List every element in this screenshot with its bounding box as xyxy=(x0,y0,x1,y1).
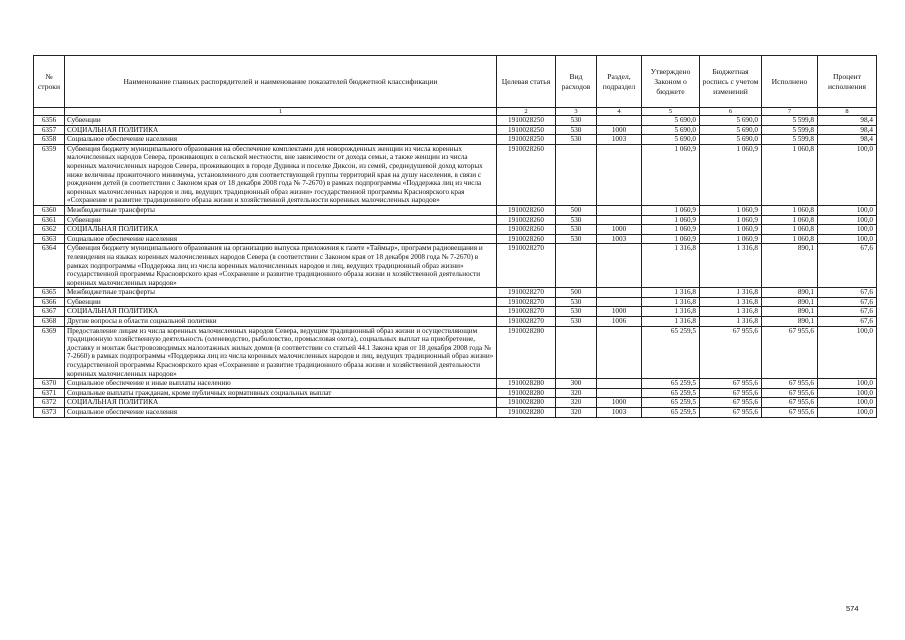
percent-executed: 98,4 xyxy=(818,125,877,135)
approved-amount: 65 259,5 xyxy=(642,388,700,398)
expense-type: 530 xyxy=(556,215,597,225)
executed-amount: 67 955,6 xyxy=(762,408,818,418)
target-article: 1910028280 xyxy=(497,379,556,389)
table-row xyxy=(34,125,877,135)
row-name: СОЦИАЛЬНАЯ ПОЛИТИКА xyxy=(65,307,497,317)
executed-amount: 890,1 xyxy=(762,317,818,327)
approved-amount: 65 259,5 xyxy=(642,379,700,389)
row-name: Субвенции xyxy=(65,297,497,307)
expense-type: 530 xyxy=(556,135,597,145)
expense-type: 500 xyxy=(556,205,597,215)
header-row-number: № строки xyxy=(34,56,65,108)
table-row xyxy=(34,225,877,235)
column-number: 7 xyxy=(762,108,818,116)
table-row xyxy=(34,205,877,215)
approved-amount: 1 060,9 xyxy=(642,144,700,205)
percent-executed: 67,6 xyxy=(818,317,877,327)
expense-type: 530 xyxy=(556,234,597,244)
percent-executed: 98,4 xyxy=(818,116,877,126)
budget-amount: 1 060,9 xyxy=(700,144,762,205)
table-row xyxy=(34,215,877,225)
row-number: 6366 xyxy=(34,297,65,307)
executed-amount: 1 060,8 xyxy=(762,234,818,244)
row-number: 6364 xyxy=(34,244,65,288)
section-code: 1006 xyxy=(597,317,642,327)
target-article: 1910028260 xyxy=(497,225,556,235)
budget-amount: 67 955,6 xyxy=(700,408,762,418)
budget-amount: 67 955,6 xyxy=(700,326,762,379)
section-code: 1000 xyxy=(597,225,642,235)
row-number: 6356 xyxy=(34,116,65,126)
target-article: 1910028270 xyxy=(497,307,556,317)
executed-amount: 5 599,8 xyxy=(762,116,818,126)
budget-amount: 1 316,8 xyxy=(700,307,762,317)
executed-amount: 67 955,6 xyxy=(762,388,818,398)
section-code: 1000 xyxy=(597,398,642,408)
approved-amount: 5 690,0 xyxy=(642,116,700,126)
budget-amount: 5 690,0 xyxy=(700,116,762,126)
approved-amount: 65 259,5 xyxy=(642,398,700,408)
budget-amount: 1 060,9 xyxy=(700,205,762,215)
budget-amount: 1 316,8 xyxy=(700,288,762,298)
executed-amount: 890,1 xyxy=(762,244,818,288)
table-row xyxy=(34,408,877,418)
target-article: 1910028250 xyxy=(497,116,556,126)
executed-amount: 890,1 xyxy=(762,297,818,307)
budget-amount: 1 060,9 xyxy=(700,215,762,225)
approved-amount: 1 060,9 xyxy=(642,215,700,225)
expense-type: 320 xyxy=(556,388,597,398)
row-name: Межбюджетные трансферты xyxy=(65,288,497,298)
approved-amount: 65 259,5 xyxy=(642,326,700,379)
expense-type: 320 xyxy=(556,408,597,418)
row-number: 6359 xyxy=(34,144,65,205)
table-row xyxy=(34,379,877,389)
target-article: 1910028250 xyxy=(497,135,556,145)
target-article: 1910028260 xyxy=(497,234,556,244)
budget-amount: 1 316,8 xyxy=(700,317,762,327)
target-article: 1910028270 xyxy=(497,288,556,298)
percent-executed: 100,0 xyxy=(818,225,877,235)
table-row xyxy=(34,326,877,379)
expense-type xyxy=(556,244,597,288)
table-row xyxy=(34,234,877,244)
header-approved: Утверждено Законом о бюджете xyxy=(642,56,700,108)
target-article: 1910028280 xyxy=(497,408,556,418)
row-name: Субвенция бюджету муниципального образования на организацию выпуска приложения к газете «Таймыр», программ радиовещания и телевидения на языках коренных малочисленных народов Севера (в соответствии с Законом края от 18 декабря 2008 года № 7-2670) в рамках подпрограммы «Поддержка лиц из числа коренных малочисленных народов и лиц, ведущих традиционный образ жизни» государственной программы Красноярского края «Сохранение и развитие традиционного образа жизни и хозяйственной деятельности коренных малочисленных народов» xyxy=(65,244,497,288)
table-row xyxy=(34,388,877,398)
approved-amount: 1 060,9 xyxy=(642,225,700,235)
percent-executed: 100,0 xyxy=(818,408,877,418)
row-name: Социальное обеспечение населения xyxy=(65,234,497,244)
column-number: 4 xyxy=(597,108,642,116)
column-number: 1 xyxy=(65,108,497,116)
row-name: СОЦИАЛЬНАЯ ПОЛИТИКА xyxy=(65,125,497,135)
row-name: Социальное обеспечение и иные выплаты населению xyxy=(65,379,497,389)
budget-table xyxy=(33,55,877,418)
column-number-row xyxy=(34,108,877,116)
percent-executed: 67,6 xyxy=(818,307,877,317)
target-article: 1910028270 xyxy=(497,297,556,307)
percent-executed: 100,0 xyxy=(818,234,877,244)
target-article: 1910028260 xyxy=(497,215,556,225)
section-code: 1003 xyxy=(597,234,642,244)
header-budget-list: Бюджетная роспись с учетом изменений xyxy=(700,56,762,108)
row-number: 6358 xyxy=(34,135,65,145)
target-article: 1910028280 xyxy=(497,326,556,379)
section-code xyxy=(597,116,642,126)
executed-amount: 5 599,8 xyxy=(762,135,818,145)
target-article: 1910028250 xyxy=(497,125,556,135)
table-row xyxy=(34,116,877,126)
row-number: 6372 xyxy=(34,398,65,408)
table-row xyxy=(34,317,877,327)
section-code xyxy=(597,288,642,298)
target-article: 1910028280 xyxy=(497,398,556,408)
row-number: 6373 xyxy=(34,408,65,418)
approved-amount: 65 259,5 xyxy=(642,408,700,418)
row-name: СОЦИАЛЬНАЯ ПОЛИТИКА xyxy=(65,225,497,235)
expense-type: 320 xyxy=(556,398,597,408)
percent-executed: 100,0 xyxy=(818,215,877,225)
header-target-article: Целевая статья xyxy=(497,56,556,108)
section-code: 1003 xyxy=(597,135,642,145)
column-number: 2 xyxy=(497,108,556,116)
approved-amount: 1 316,8 xyxy=(642,307,700,317)
row-number: 6370 xyxy=(34,379,65,389)
expense-type: 530 xyxy=(556,317,597,327)
row-name: Другие вопросы в области социальной политики xyxy=(65,317,497,327)
percent-executed: 67,6 xyxy=(818,288,877,298)
expense-type: 530 xyxy=(556,297,597,307)
executed-amount: 1 060,8 xyxy=(762,225,818,235)
row-number: 6360 xyxy=(34,205,65,215)
executed-amount: 1 060,8 xyxy=(762,205,818,215)
budget-amount: 1 316,8 xyxy=(700,244,762,288)
row-number: 6362 xyxy=(34,225,65,235)
target-article: 1910028280 xyxy=(497,388,556,398)
budget-amount: 67 955,6 xyxy=(700,398,762,408)
section-code xyxy=(597,205,642,215)
column-number: 5 xyxy=(642,108,700,116)
executed-amount: 1 060,8 xyxy=(762,144,818,205)
section-code: 1000 xyxy=(597,307,642,317)
budget-amount: 1 060,9 xyxy=(700,234,762,244)
executed-amount: 67 955,6 xyxy=(762,326,818,379)
executed-amount: 890,1 xyxy=(762,307,818,317)
executed-amount: 67 955,6 xyxy=(762,398,818,408)
section-code xyxy=(597,388,642,398)
row-name: Межбюджетные трансферты xyxy=(65,205,497,215)
row-name: Предоставление лицам из числа коренных малочисленных народов Севера, ведущим традиционный образ жизни и осуществляющим традиционную хозяйственную деятельность (оленеводство, рыболовство, промысловая охота), социальных выплат на приобретение, доставку и монтаж быстровозводимых малоэтажных жилых домов (в соответствии со статьей 44.1 Закона края от 18 декабря 2008 года № 7-2660) в рамках подпрограммы «Поддержка лиц из числа коренных малочисленных народов и лиц, ведущих традиционный образ жизни» государственной программы Красноярского края «Сохранение и развитие традиционного образа жизни и хозяйственной деятельности коренных малочисленных народов» xyxy=(65,326,497,379)
section-code xyxy=(597,297,642,307)
section-code: 1000 xyxy=(597,125,642,135)
row-number: 6367 xyxy=(34,307,65,317)
section-code xyxy=(597,144,642,205)
section-code xyxy=(597,379,642,389)
header-section: Раздел, подраздел xyxy=(597,56,642,108)
section-code xyxy=(597,215,642,225)
percent-executed: 100,0 xyxy=(818,326,877,379)
section-code xyxy=(597,326,642,379)
row-number: 6363 xyxy=(34,234,65,244)
row-name: Субвенции xyxy=(65,215,497,225)
table-row xyxy=(34,297,877,307)
target-article: 1910028270 xyxy=(497,317,556,327)
column-number: 6 xyxy=(700,108,762,116)
table-row xyxy=(34,135,877,145)
header-name: Наименование главных распорядителей и наименование показателей бюджетной классификации xyxy=(65,56,497,108)
expense-type xyxy=(556,144,597,205)
expense-type: 530 xyxy=(556,225,597,235)
expense-type: 530 xyxy=(556,116,597,126)
section-code: 1003 xyxy=(597,408,642,418)
row-name: Субвенция бюджету муниципального образования на обеспечение комплектами для новорожденных женщин из числа коренных малочисленных народов Севера, проживающих в сельской местности, вне зависимости от дохода семьи, а также женщин из числа коренных малочисленных народов Севера, проживающих в городе Дудинка и поселке Диксон, из семей, среднедушевой доход которых ниже величины прожиточного минимума, установленного для соответствующей группы территорий края на душу населения, в связи с рождением детей (в соответствии с Законом края от 18 декабря 2008 года № 7-2670) в рамках подпрограммы «Поддержка лиц из числа коренных малочисленных народов и лиц, ведущих традиционный образ жизни» государственной программы Красноярского края «Сохранение и развитие традиционного образа жизни и хозяйственной деятельности коренных малочисленных народов» xyxy=(65,144,497,205)
executed-amount: 1 060,8 xyxy=(762,215,818,225)
row-number: 6368 xyxy=(34,317,65,327)
percent-executed: 100,0 xyxy=(818,398,877,408)
approved-amount: 1 316,8 xyxy=(642,317,700,327)
percent-executed: 67,6 xyxy=(818,297,877,307)
target-article: 1910028260 xyxy=(497,205,556,215)
executed-amount: 5 599,8 xyxy=(762,125,818,135)
approved-amount: 1 316,8 xyxy=(642,297,700,307)
header-executed: Исполнено xyxy=(762,56,818,108)
approved-amount: 1 316,8 xyxy=(642,288,700,298)
row-name: Социальное обеспечение населения xyxy=(65,408,497,418)
header-row xyxy=(34,56,877,108)
target-article: 1910028260 xyxy=(497,144,556,205)
page-number: 574 xyxy=(846,604,859,613)
column-number: 3 xyxy=(556,108,597,116)
approved-amount: 5 690,0 xyxy=(642,125,700,135)
row-name: СОЦИАЛЬНАЯ ПОЛИТИКА xyxy=(65,398,497,408)
column-number xyxy=(34,108,65,116)
table-row xyxy=(34,144,877,205)
target-article: 1910028270 xyxy=(497,244,556,288)
budget-amount: 5 690,0 xyxy=(700,125,762,135)
budget-amount: 67 955,6 xyxy=(700,379,762,389)
executed-amount: 67 955,6 xyxy=(762,379,818,389)
executed-amount: 890,1 xyxy=(762,288,818,298)
table-row xyxy=(34,244,877,288)
approved-amount: 1 060,9 xyxy=(642,205,700,215)
header-percent: Процент исполнения xyxy=(818,56,877,108)
expense-type: 300 xyxy=(556,379,597,389)
table-row xyxy=(34,398,877,408)
expense-type: 530 xyxy=(556,125,597,135)
expense-type xyxy=(556,326,597,379)
approved-amount: 1 060,9 xyxy=(642,234,700,244)
table-row xyxy=(34,307,877,317)
budget-amount: 1 060,9 xyxy=(700,225,762,235)
expense-type: 530 xyxy=(556,307,597,317)
approved-amount: 1 316,8 xyxy=(642,244,700,288)
expense-type: 500 xyxy=(556,288,597,298)
budget-amount: 1 316,8 xyxy=(700,297,762,307)
row-number: 6365 xyxy=(34,288,65,298)
percent-executed: 67,6 xyxy=(818,244,877,288)
column-number: 8 xyxy=(818,108,877,116)
percent-executed: 98,4 xyxy=(818,135,877,145)
table-row xyxy=(34,288,877,298)
budget-amount: 5 690,0 xyxy=(700,135,762,145)
percent-executed: 100,0 xyxy=(818,388,877,398)
row-name: Субвенции xyxy=(65,116,497,126)
section-code xyxy=(597,244,642,288)
row-name: Социальные выплаты гражданам, кроме публичных нормативных социальных выплат xyxy=(65,388,497,398)
percent-executed: 100,0 xyxy=(818,205,877,215)
header-expense-type: Вид расходов xyxy=(556,56,597,108)
row-number: 6371 xyxy=(34,388,65,398)
table-body xyxy=(34,116,877,418)
row-name: Социальное обеспечение населения xyxy=(65,135,497,145)
row-number: 6357 xyxy=(34,125,65,135)
percent-executed: 100,0 xyxy=(818,144,877,205)
row-number: 6369 xyxy=(34,326,65,379)
approved-amount: 5 690,0 xyxy=(642,135,700,145)
row-number: 6361 xyxy=(34,215,65,225)
percent-executed: 100,0 xyxy=(818,379,877,389)
budget-amount: 67 955,6 xyxy=(700,388,762,398)
